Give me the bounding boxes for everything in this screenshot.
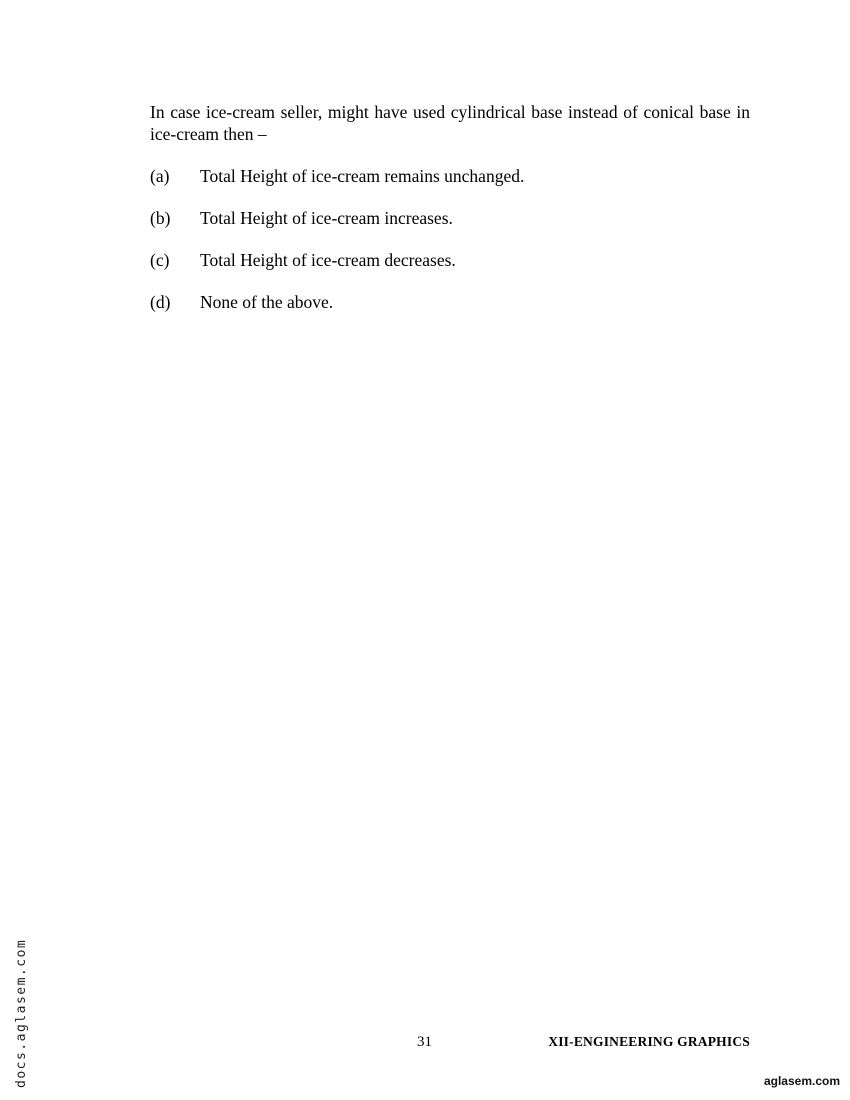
- option-text: Total Height of ice-cream increases.: [200, 208, 453, 228]
- option-letter: (b): [150, 208, 171, 228]
- question-text: In case ice-cream seller, might have used cylindrical base instead of conical base in ice-cream then –: [150, 102, 750, 144]
- option-d: [150, 291, 750, 333]
- side-watermark: docs.aglasem.com: [14, 938, 29, 1088]
- brand-watermark: aglasem.com: [763, 1074, 840, 1088]
- option-letter: (a): [150, 166, 170, 186]
- option-a: [150, 165, 750, 207]
- option-b: [150, 207, 750, 249]
- option-text: Total Height of ice-cream decreases.: [200, 250, 456, 270]
- page-number: 31: [417, 1034, 432, 1050]
- option-letter: (d): [150, 292, 171, 312]
- option-text: Total Height of ice-cream remains unchanged.: [200, 166, 525, 186]
- footer-title: XII-ENGINEERING GRAPHICS: [548, 1034, 750, 1049]
- option-text: None of the above.: [200, 292, 334, 312]
- options-list: [150, 165, 750, 333]
- option-c: [150, 249, 750, 291]
- option-letter: (c): [150, 250, 170, 270]
